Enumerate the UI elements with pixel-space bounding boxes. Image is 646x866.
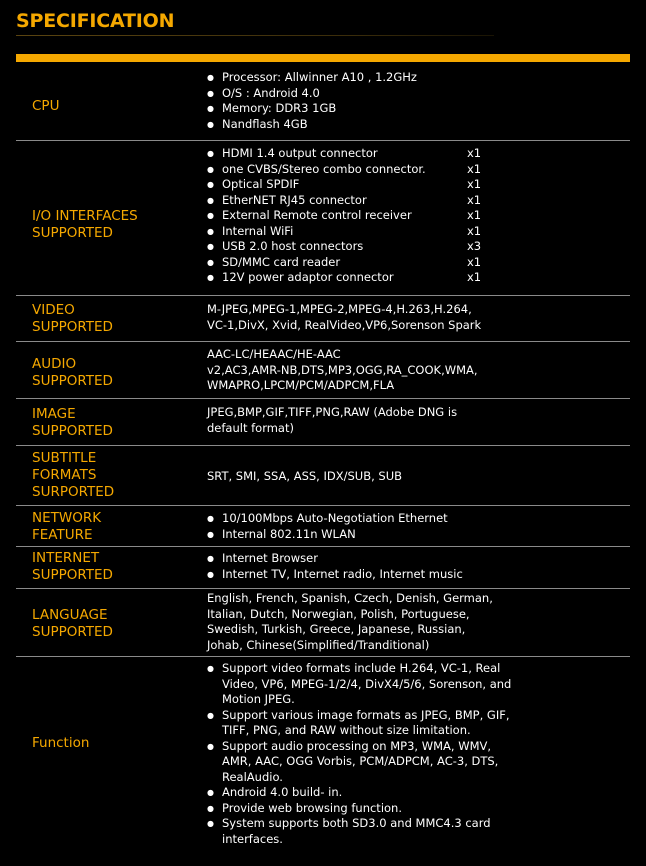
list-item [207,177,537,193]
row-label: INTERNET SUPPORTED [32,550,113,583]
text-line: AAC-LC/HEAAC/HE-AAC [207,347,341,361]
row-content [207,511,537,542]
item-text: HDMI 1.4 output connector [222,146,378,160]
text-line: Swedish, Turkish, Greece, Japanese, Russian, [207,622,466,636]
list-item [207,193,537,209]
list-item: ● O/S : Android 4.0 [207,86,537,102]
list-item: ● Nandflash 4GB [207,117,537,133]
item-text: USB 2.0 host connectors [222,239,364,253]
row-label: LANGUAGE SUPPORTED [32,607,113,640]
spec-row-cpu [16,62,630,140]
row-content [207,347,537,394]
text-line: Johab, Chinese(Simplified/Tranditional) [207,637,430,652]
list-item [207,162,537,178]
row-label: VIDEO SUPPORTED [32,302,113,335]
list-item: ● Provide web browsing function. [207,801,522,817]
row-label: IMAGE SUPPORTED [32,406,113,439]
spec-row-network [16,506,630,546]
list-item: ● Internet TV, Internet radio, Internet music [207,567,537,583]
list-item [207,208,537,224]
title-underline [16,35,494,36]
item-text: 12V power adaptor connector [222,270,394,284]
text-line: default format) [207,420,294,435]
spec-row-video [16,296,630,341]
row-content [207,591,537,653]
spec-row-subtitle [16,446,630,505]
text-line: v2,AC3,AMR-NB,DTS,MP3,OGG,RA_COOK,WMA, [207,362,478,377]
list-item [207,146,537,162]
row-content [207,70,537,132]
item-count: x1 [467,177,482,191]
row-content [207,661,537,847]
text-line: JPEG,BMP,GIF,TIFF,PNG,RAW (Adobe DNG is [207,405,458,419]
item-count: x1 [467,192,482,207]
item-count: x1 [467,270,482,284]
list-item: ● Support various image formats as JPEG, BMP, GIF, TIFF, PNG, and RAW without size limitation. [207,708,522,739]
text-line: VC-1,DivX, Xvid, RealVideo,VP6,Sorenson Spark [207,317,482,332]
item-text: EtherNET RJ45 connector [222,192,367,207]
list-item: ● System supports both SD3.0 and MMC4.3 card interfaces. [207,816,522,847]
list-item: ● Internal 802.11n WLAN [207,527,537,543]
item-count: x1 [467,223,482,238]
text-line: SRT, SMI, SSA, ASS, IDX/SUB, SUB [207,469,403,483]
list-item [207,270,537,286]
item-count: x3 [467,239,482,253]
spec-row-language [16,589,630,656]
row-label: NETWORK FEATURE [32,510,102,543]
text-line: Italian, Dutch, Norwegian, Polish, Portuguese, [207,606,470,621]
row-content [207,146,537,286]
row-content [207,469,537,485]
row-label: CPU [32,98,60,114]
list-item [207,239,537,255]
row-label: AUDIO SUPPORTED [32,356,113,389]
item-text: one CVBS/Stereo combo connector. [222,161,426,176]
list-item [207,224,537,240]
list-item: ● Support audio processing on MP3, WMA, WMV, AMR, AAC, OGG Vorbis, PCM/ADPCM, AC-3, DTS, RealAudio. [207,739,522,786]
item-text: External Remote control receiver [222,208,412,222]
list-item [207,255,537,271]
item-text: SD/MMC card reader [222,254,341,269]
item-count: x1 [467,161,482,176]
row-label: SUBTITLE FORMATS SURPORTED [32,450,115,500]
row-label: I/O INTERFACES SUPPORTED [32,208,138,241]
spec-row-io [16,141,630,295]
spec-row-function [16,657,630,853]
spec-row-internet [16,547,630,588]
row-content [207,302,537,333]
item-text: Optical SPDIF [222,177,300,191]
list-item: ● Memory: DDR3 1GB [207,101,537,117]
page-title: SPECIFICATION [16,10,175,32]
item-count: x1 [467,208,482,222]
row-content [207,405,537,436]
text-line: WMAPRO,LPCM/PCM/ADPCM,FLA [207,378,395,392]
text-line: English, French, Spanish, Czech, Denish, German, [207,591,493,605]
list-item: ● Android 4.0 build- in. [207,785,522,801]
list-item: ● 10/100Mbps Auto-Negotiation Ethernet [207,511,537,527]
text-line: M-JPEG,MPEG-1,MPEG-2,MPEG-4,H.263,H.264, [207,302,472,316]
item-text: Internal WiFi [222,223,294,238]
spec-row-audio [16,342,630,398]
header-bar [16,54,630,62]
item-count: x1 [467,254,482,269]
list-item: ● Internet Browser [207,551,537,567]
spec-row-image [16,399,630,445]
list-item: ● Support video formats include H.264, VC-1, Real Video, VP6, MPEG-1/2/4, DivX4/5/6, Sorenson, and Motion JPEG. [207,661,522,708]
list-item: ● Processor: Allwinner A10 , 1.2GHz [207,70,537,86]
row-content [207,551,537,582]
item-count: x1 [467,146,482,160]
row-label: Function [32,735,90,751]
